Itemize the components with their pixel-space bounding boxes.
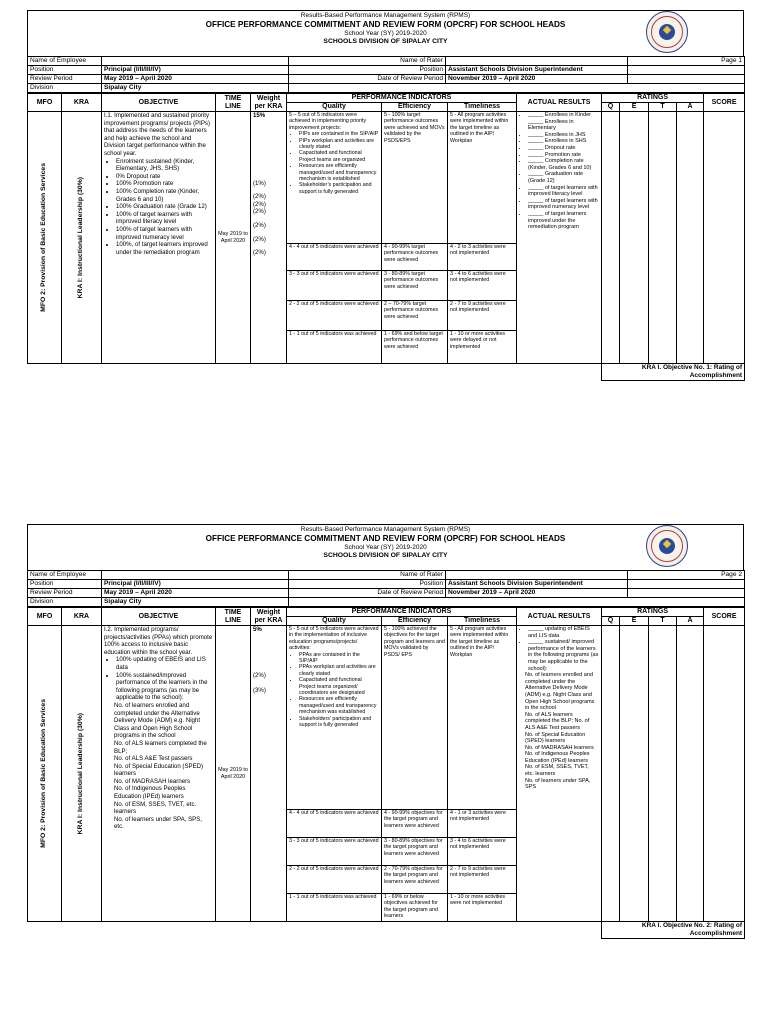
kra-cell: [62, 626, 102, 922]
header-timeline: TIME LINE: [216, 608, 251, 626]
quality-2: 2 - 2 out of 5 indicators were achieved: [287, 866, 382, 894]
efficiency-4: 4 - 90-99% target performance outcomes were achieved: [382, 244, 448, 271]
header-objective: OBJECTIVE: [102, 94, 216, 112]
weight-item: (1%): [253, 179, 266, 187]
objective-subitem: No. of Special Education (SPED) learners: [114, 762, 204, 778]
quality-item: • PIPs workplan and activities are clearly stated: [299, 138, 379, 151]
header-a: A: [677, 617, 704, 626]
objective-subitem: No. of learners enrolled and completed under the Alternative Delivery Mode (ADM) e.g. Night Class and Open High School programs in the school: [114, 701, 201, 740]
header-mfo: MFO: [28, 94, 62, 112]
weight-item: (3%): [253, 687, 266, 695]
quality-3: 3 - 3 out of 5 indicators were achieved: [287, 838, 382, 866]
school-year: School Year (SY) 2019-2020: [344, 544, 427, 551]
blank-cell: [628, 75, 745, 84]
quality-item: • Resources are efficiently managed/used and transparency mechanism is established: [299, 163, 379, 182]
form-header: [27, 524, 744, 570]
value-division: Sipalay City: [102, 598, 289, 607]
header-objective: OBJECTIVE: [102, 608, 216, 626]
weight-item: (2%): [253, 235, 266, 243]
weight-item: (2%): [253, 671, 266, 679]
weight-item: (2%): [253, 221, 266, 229]
kra-label: KRA I: Instructional Leadership (30%): [77, 712, 85, 835]
objective-item: • Enrolment sustained (Kinder, Elementary, JHS, SHS): [116, 158, 213, 173]
efficiency-5: 5 - 100% achieved the objectives for the target program and learners and MOVs validated by PSDS/ EPS: [382, 626, 448, 810]
header-mfo: MFO: [28, 608, 62, 626]
header-efficiency: Efficiency: [382, 103, 448, 112]
quality-5-intro: 5 - 5 out of 5 indicators were achieved in the implementation of inclusive education programs/projects/ activities:: [289, 626, 379, 652]
objective-subitem: No. of ESM, SSES, TVET, etc. learners: [114, 800, 197, 816]
actual-result-item: • _____ sustained/ improved performance of the learners in the following programs (as may be applicable to the school):: [528, 639, 599, 672]
label-division: Division: [28, 84, 102, 93]
objective-intro: I.2. Implemented programs/ projects/activities (PPAs) which promote 100% access to inclusive basic education within the school year.: [104, 626, 213, 656]
score-cell[interactable]: [704, 112, 745, 364]
quality-4: 4 - 4 out of 5 indicators were achieved: [287, 244, 382, 271]
header-score: SCORE: [704, 608, 745, 626]
quality-2: 2 - 2 out of 5 indicators were achieved: [287, 301, 382, 331]
header-efficiency: Efficiency: [382, 617, 448, 626]
objective-subitem: No. of ALS learners completed the BLP;: [114, 739, 207, 755]
quality-5: [287, 112, 382, 244]
header-kra: KRA: [62, 608, 102, 626]
value-date-review: November 2019 – April 2020: [446, 589, 628, 598]
actual-results-cell: [517, 112, 602, 364]
objective-subitem: No. of Indigenous Peoples Education (IPEd) learners: [114, 785, 186, 801]
label-date-review: Date of Review Period: [289, 75, 446, 84]
system-title: Results-Based Performance Management System (RPMS): [300, 526, 471, 533]
timeliness-2: 2 - 7 to 9 activities were not implemented: [448, 866, 517, 894]
objective-item: • 100% Graduation rate (Grade 12): [116, 203, 213, 211]
objective-cell: [102, 626, 216, 922]
objective-subitem: No. of ALS A&E Test passers: [114, 755, 193, 763]
division-title: SCHOOLS DIVISION OF SIPALAY CITY: [323, 38, 448, 45]
objective-cell: [102, 112, 216, 364]
page-number: Page 2: [628, 571, 745, 580]
actual-result-item: • _____ of target learners with improved numeracy level: [528, 198, 599, 211]
mfo-label: MFO 2: Provision of Basic Education Services: [40, 163, 48, 312]
deped-seal-icon: [646, 525, 688, 567]
label-position: Position: [28, 66, 102, 75]
rating-e-cell[interactable]: [620, 112, 649, 364]
header-ratings: RATINGS: [602, 608, 704, 617]
header-a: A: [677, 103, 704, 112]
timeliness-1: 1 - 10 or more activities were not implemented: [448, 894, 517, 922]
label-review-period: Review Period: [28, 589, 102, 598]
header-score: SCORE: [704, 94, 745, 112]
quality-item: • PPAs workplan and activities are clearly stated: [299, 664, 379, 677]
efficiency-4: 4 - 90-99% objectives for the target program and learners were achieved: [382, 810, 448, 838]
rating-footer: KRA I. Objective No. 1: Rating of Accomplishment: [602, 364, 745, 381]
actual-result-item: • _____ Dropout rate: [528, 145, 599, 152]
value-position: Principal (I/II/III/IV): [102, 580, 289, 589]
quality-4: 4 - 4 out of 5 indicators were achieved: [287, 810, 382, 838]
quality-5: [287, 626, 382, 810]
value-rater-position: Assistant Schools Division Superintendent: [446, 580, 628, 589]
weight-item: (2%): [253, 208, 266, 216]
weight-item: (2%): [253, 193, 266, 201]
header-actual-results: ACTUAL RESULTS: [517, 608, 602, 626]
opcrf-page-2: [27, 524, 744, 939]
system-title: Results-Based Performance Management System (RPMS): [300, 12, 471, 19]
label-date-review: Date of Review Period: [289, 589, 446, 598]
quality-item: • Capacitated and functional Project teams organized/ coordinators are designated: [299, 677, 379, 696]
efficiency-5: 5 - 100% target performance outcomes were achieved and MOVs validated by the PSDS/EPS: [382, 112, 448, 244]
quality-item: • Resources are efficiently managed/used and transparency mechanism was established: [299, 696, 379, 715]
actual-result-item: • _____ Enrollees in JHS: [528, 132, 599, 139]
objective-item: • 100% Completion rate (Kinder, Grades 6 and 10): [116, 188, 213, 203]
rating-footer: KRA I. Objective No. 2: Rating of Accomplishment: [602, 922, 745, 939]
value-review-period: May 2019 – April 2020: [102, 589, 289, 598]
timeliness-2: 2 - 7 to 9 activities were not implemented: [448, 301, 517, 331]
timeliness-5: 5 - All program activities were implemented within the target timeline as outlined in the AIP/ Workplan: [448, 112, 517, 244]
quality-5-intro: 5 – 5 out of 5 indicators were achieved in implementing priority improvement projects:: [289, 112, 367, 131]
timeliness-1: 1 - 10 or more activities were delayed or not implemented: [448, 331, 517, 364]
form-title: OFFICE PERFORMANCE COMMITMENT AND REVIEW FORM (OPCRF) FOR SCHOOL HEADS: [205, 534, 566, 543]
performance-table: [27, 607, 745, 939]
blank-cell: [28, 922, 602, 939]
efficiency-3: 3 - 80-89% objectives for the target program and learners were achieved: [382, 838, 448, 866]
label-rater-position: Position: [289, 66, 446, 75]
header-weight: Weight per KRA: [251, 608, 287, 626]
header-performance-indicators: PERFORMANCE INDICATORS: [287, 608, 517, 617]
header-timeliness: Timeliness: [448, 617, 517, 626]
objective-item: • 100% of target learners with improved literacy level: [116, 211, 213, 226]
rating-t-cell[interactable]: [649, 112, 677, 364]
quality-3: 3 - 3 out of 5 indicators were achieved: [287, 271, 382, 301]
label-name-employee: Name of Employee: [28, 571, 102, 580]
rating-t-cell[interactable]: [649, 626, 677, 922]
actual-result-subitem: No. of ESM, SSES, TVET, etc. learners: [525, 764, 589, 778]
objective-list: [104, 158, 213, 257]
value-review-period: May 2019 – April 2020: [102, 75, 289, 84]
mfo-cell: [28, 626, 62, 922]
objective-list: [104, 656, 213, 702]
timeline-cell: May 2019 to April 2020: [216, 112, 251, 364]
label-position: Position: [28, 580, 102, 589]
form-title: OFFICE PERFORMANCE COMMITMENT AND REVIEW FORM (OPCRF) FOR SCHOOL HEADS: [205, 20, 566, 29]
header-t: T: [649, 103, 677, 112]
actual-result-item: • _____ Completion rate (Kinder, Grades 6 and 10): [528, 158, 599, 171]
value-name-employee: [102, 571, 289, 580]
value-name-rater: [446, 571, 628, 580]
value-division: Sipalay City: [102, 84, 289, 93]
weight-cell: [251, 112, 287, 364]
weight-item: (2%): [253, 249, 266, 257]
division-title: SCHOOLS DIVISION OF SIPALAY CITY: [323, 552, 448, 559]
rating-e-cell[interactable]: [620, 626, 649, 922]
label-name-rater: Name of Rater: [289, 571, 446, 580]
page-number: Page 1: [628, 57, 745, 66]
quality-item: • Stakeholders’ participation and support is fully generated: [299, 716, 379, 729]
score-cell[interactable]: [704, 626, 745, 922]
kra-cell: [62, 112, 102, 364]
actual-result-subitem: No. of learners enrolled and completed under the Alternative Delivery Mode (ADM) e.g. Night Class and Open High School programs in the school: [525, 672, 595, 712]
quality-item: • Stakeholder’s participation and support is fully generated: [299, 182, 379, 195]
quality-1: 1 - 1 out of 5 indicators was achieved: [287, 331, 382, 364]
mfo-cell: [28, 112, 62, 364]
actual-result-item: • _____ of target learners improved under the remediation program: [528, 211, 599, 231]
header-timeliness: Timeliness: [448, 103, 517, 112]
quality-item: • Capacitated and functional Project teams are organized: [299, 150, 379, 163]
opcrf-page-1: [27, 10, 744, 381]
actual-result-item: • _____ Enrollees in SHS: [528, 138, 599, 145]
rating-a-cell[interactable]: [677, 112, 704, 364]
blank-cell: [289, 598, 745, 607]
value-rater-position: Assistant Schools Division Superintendent: [446, 66, 628, 75]
rating-q-cell[interactable]: [602, 112, 620, 364]
label-division: Division: [28, 598, 102, 607]
label-name-employee: Name of Employee: [28, 57, 102, 66]
header-actual-results: ACTUAL RESULTS: [517, 94, 602, 112]
header-timeline: TIME LINE: [216, 94, 251, 112]
label-review-period: Review Period: [28, 75, 102, 84]
value-name-employee: [102, 57, 289, 66]
efficiency-2: 2 - 70-79% objectives for the target program and learners were achieved: [382, 866, 448, 894]
kra-label: KRA I: Instructional Leadership (30%): [77, 176, 85, 299]
value-name-rater: [446, 57, 628, 66]
efficiency-3: 3 - 80-89% target performance outcomes were achieved: [382, 271, 448, 301]
blank-cell: [28, 364, 602, 381]
actual-result-item: • _____ Graduation rate (Grade 12): [528, 171, 599, 184]
header-performance-indicators: PERFORMANCE INDICATORS: [287, 94, 517, 103]
quality-item: • PIPs are contained in the SIP/AIP: [299, 131, 379, 137]
quality-1: 1 - 1 out of 5 indicators was achieved: [287, 894, 382, 922]
form-header: [27, 10, 744, 56]
header-kra: KRA: [62, 94, 102, 112]
blank-cell: [628, 589, 745, 598]
actual-result-subitem: No. of Indigenous Peoples Education (IPEd) learners: [525, 751, 590, 764]
actual-result-subitem: No. of learners under SPA, SPS: [525, 777, 591, 791]
objective-intro: I.1. Implemented and sustained priority improvement programs/ projects (PIPs) that address the needs of the learners and help achieve the school and Division target performance within the school year.: [104, 112, 210, 157]
weight-cell: [251, 626, 287, 922]
actual-result-subitem: No. of MADRASAH learners: [525, 744, 594, 751]
info-table: [27, 56, 745, 93]
info-table: [27, 570, 745, 607]
rating-q-cell[interactable]: [602, 626, 620, 922]
objective-sublist: [104, 702, 213, 831]
timeliness-3: 3 - 4 to 6 activities were not implemented: [448, 838, 517, 866]
school-year: School Year (SY) 2019-2020: [344, 30, 427, 37]
timeline-cell: May 2019 to April 2020: [216, 626, 251, 922]
timeliness-3: 3 - 4 to 6 activities were not implemented: [448, 271, 517, 301]
header-quality: Quality: [287, 103, 382, 112]
header-q: Q: [602, 103, 620, 112]
quality-item: • PPAs are contained in the SIP/AIP: [299, 652, 379, 665]
objective-item: • 100%, of target learners improved under the remediation program: [116, 241, 213, 256]
blank-cell: [289, 84, 745, 93]
header-t: T: [649, 617, 677, 626]
header-e: E: [620, 617, 649, 626]
label-name-rater: Name of Rater: [289, 57, 446, 66]
weight-total: 15%: [253, 112, 266, 119]
actual-result-item: • _____ updating of EBEIS and LIS data: [528, 626, 599, 639]
timeliness-4: 4 - 2 to 3 activities were not implemented: [448, 244, 517, 271]
label-rater-position: Position: [289, 580, 446, 589]
objective-item: • 100% Promotion rate: [116, 180, 213, 188]
header-q: Q: [602, 617, 620, 626]
efficiency-1: 1 - 69% or below objectives achieved for the target program and learners: [382, 894, 448, 922]
objective-subitem: No. of learners under SPA, SPS, etc.: [114, 815, 202, 831]
weight-total: 5%: [253, 626, 262, 633]
header-quality: Quality: [287, 617, 382, 626]
objective-item: • 0% Dropout rate: [116, 173, 213, 181]
header-ratings: RATINGS: [602, 94, 704, 103]
header-weight: Weight per KRA: [251, 94, 287, 112]
actual-result-item: • _____ Promotion rate: [528, 152, 599, 159]
mfo-label: MFO 2: Provision of Basic Education Services: [40, 699, 48, 848]
header-e: E: [620, 103, 649, 112]
weight-item: (2%): [253, 200, 266, 208]
objective-item: • 100% updating of EBEIS and LIS data: [116, 656, 213, 671]
timeliness-4: 4 - 1 or 3 activities were not implemented: [448, 810, 517, 838]
actual-result-subitem: No. of Special Education (SPED) learners: [525, 731, 586, 745]
value-position: Principal (I/II/III/IV): [102, 66, 289, 75]
efficiency-2: 2 – 70-79% target performance outcomes were achieved: [382, 301, 448, 331]
value-date-review: November 2019 – April 2020: [446, 75, 628, 84]
efficiency-1: 1 - 69% and below target performance outcomes were achieved: [382, 331, 448, 364]
actual-results-cell: [517, 626, 602, 922]
actual-result-subitem: No. of ALS learners completed the BLP; No. of ALS A&E Test passers: [525, 711, 590, 731]
actual-result-item: • _____ Enrollees in Kinder _____ Enrollees in Elementary: [528, 112, 599, 132]
blank-cell: [628, 580, 745, 589]
performance-table: [27, 93, 745, 381]
timeliness-5: 5 - All program activities were implemented within the target timeline as outlined in the AIP/ Workplan: [448, 626, 517, 810]
actual-result-item: • _____ of target learners with improved literacy level: [528, 185, 599, 198]
deped-seal-icon: [646, 11, 688, 53]
rating-a-cell[interactable]: [677, 626, 704, 922]
objective-item: • 100% of target learners with improved numeracy level: [116, 226, 213, 241]
blank-cell: [628, 66, 745, 75]
objective-subitem: No. of MADRASAH learners: [114, 777, 191, 785]
objective-item: • 100% sustained/improved performance of the learners in the following programs (as may be applicable to the school):: [116, 672, 213, 702]
